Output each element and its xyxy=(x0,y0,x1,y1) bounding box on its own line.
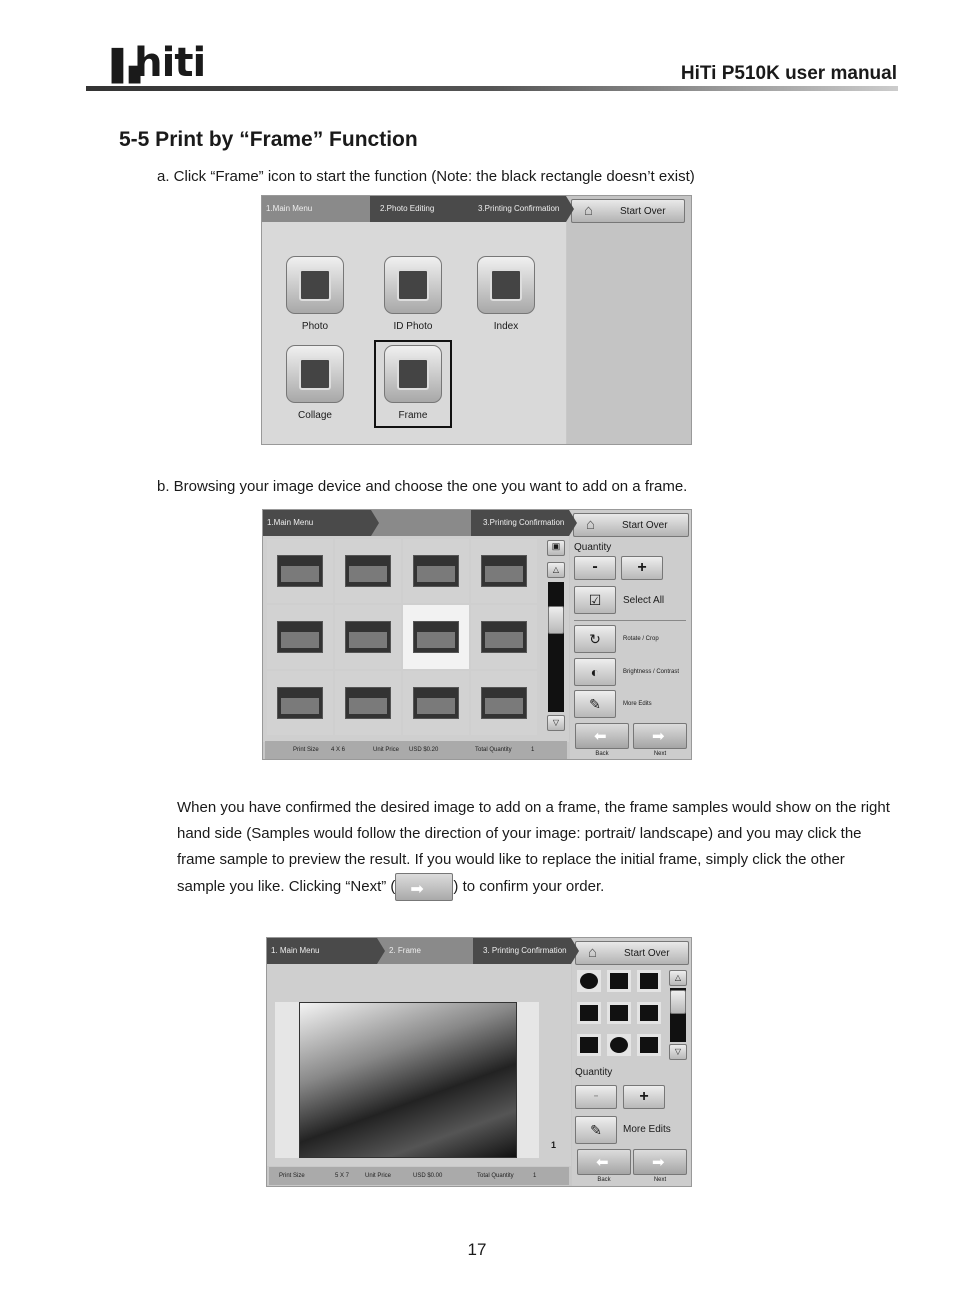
thumbnail-cell[interactable] xyxy=(471,539,537,603)
quantity-plus-button[interactable]: + xyxy=(623,1085,665,1109)
frame-label: Frame xyxy=(398,410,428,421)
crumb-photo-editing[interactable]: 2.Photo Editing xyxy=(370,196,466,222)
main-menu-screenshot xyxy=(261,195,692,445)
hiti-logo: ▐▗hiti xyxy=(100,40,206,86)
start-over-button[interactable]: ⌂ Start Over xyxy=(571,199,685,223)
manual-title: HiTi P510K user manual xyxy=(680,63,897,84)
triangle-up-icon: △ xyxy=(552,565,560,574)
crumb-main-menu[interactable]: 1. Main Menu xyxy=(267,938,377,964)
quantity-label: Quantity xyxy=(574,542,612,553)
crumb-printing-confirmation[interactable]: 3.Printing Confirmation xyxy=(471,510,569,536)
image-browser-screenshot xyxy=(262,509,692,760)
home-icon: ⌂ xyxy=(584,202,594,219)
crumb-main-menu[interactable]: 1.Main Menu xyxy=(263,510,371,536)
rotate-crop-button[interactable] xyxy=(574,625,616,653)
section-title: 5-5 Print by “Frame” Function xyxy=(119,128,418,151)
total-quantity-label: Total Quantity xyxy=(475,747,512,753)
frame-sample[interactable] xyxy=(637,1002,661,1024)
photo-label: Photo xyxy=(301,321,329,332)
thumbnail-image xyxy=(413,555,459,587)
total-quantity-value: 1 xyxy=(531,747,535,753)
edit-icon: ✎ xyxy=(589,696,601,712)
more-edits-label: More Edits xyxy=(623,1124,671,1135)
scroll-up-button[interactable] xyxy=(669,970,687,986)
thumbnail-cell[interactable] xyxy=(267,605,333,669)
print-size-value: 4 X 6 xyxy=(331,747,346,753)
page-number: 17 xyxy=(467,1240,487,1259)
thumbnail-image xyxy=(413,621,459,653)
thumbnail-cell[interactable] xyxy=(267,539,333,603)
triangle-up-icon: △ xyxy=(674,973,682,982)
rotate-icon: ↻ xyxy=(589,631,601,647)
start-over-button[interactable]: ⌂ Start Over xyxy=(573,513,689,537)
preview-photo[interactable] xyxy=(299,1002,517,1158)
triangle-down-icon: ▽ xyxy=(552,718,560,727)
scrollbar-thumb[interactable] xyxy=(548,606,564,634)
arrow-right-icon: ➡ xyxy=(410,881,424,898)
more-edits-button[interactable] xyxy=(574,690,616,718)
frame-sample[interactable] xyxy=(607,970,631,992)
frame-instructions-paragraph xyxy=(177,795,897,901)
id-photo-label: ID Photo xyxy=(393,321,433,332)
frame-sample[interactable] xyxy=(577,970,601,992)
crumb-printing-confirmation[interactable]: 3.Printing Confirmation xyxy=(466,196,566,222)
back-button[interactable] xyxy=(575,723,629,749)
status-footer xyxy=(269,1167,569,1185)
thumbnail-cell[interactable] xyxy=(471,605,537,669)
panel-divider xyxy=(574,620,686,621)
thumbnail-image xyxy=(345,687,391,719)
thumbnail-image xyxy=(413,687,459,719)
thumbnail-cell[interactable] xyxy=(267,671,333,735)
thumbnail-cell[interactable] xyxy=(335,605,401,669)
unit-price-value: USD $0.00 xyxy=(413,1173,443,1179)
thumbnail-cell[interactable] xyxy=(335,671,401,735)
thumbnail-image xyxy=(481,555,527,587)
edit-icon: ✎ xyxy=(590,1122,602,1138)
scroll-down-button[interactable] xyxy=(547,715,565,731)
print-size-value: 5 X 7 xyxy=(335,1173,350,1179)
step-b-text: b. Browsing your image device and choose the one you want to add on a frame. xyxy=(157,478,688,495)
frame-sample[interactable] xyxy=(637,970,661,992)
view-toggle-button[interactable] xyxy=(547,540,565,556)
back-label: Back xyxy=(595,751,609,757)
header-divider xyxy=(86,86,898,91)
thumbnail-image xyxy=(345,621,391,653)
total-quantity-label: Total Quantity xyxy=(477,1173,514,1179)
thumbnail-cell-selected[interactable] xyxy=(403,605,469,669)
thumbnail-image xyxy=(481,621,527,653)
thumbnail-image xyxy=(277,621,323,653)
next-label: Next xyxy=(653,1177,667,1183)
quantity-label: Quantity xyxy=(575,1067,613,1078)
frame-sample[interactable] xyxy=(607,1034,631,1056)
arrow-left-icon: ⬅ xyxy=(596,1154,609,1171)
brightness-contrast-button[interactable] xyxy=(574,658,616,686)
arrow-right-icon: ➡ xyxy=(652,1154,665,1171)
crumb-printing-confirmation[interactable]: 3. Printing Confirmation xyxy=(473,938,571,964)
collage-button[interactable] xyxy=(286,345,344,403)
more-edits-button[interactable] xyxy=(575,1116,617,1144)
print-size-label: Print Size xyxy=(293,747,319,753)
photo-button[interactable] xyxy=(286,256,344,314)
frame-icon xyxy=(397,358,429,390)
breadcrumb xyxy=(267,938,571,964)
thumbnail-cell[interactable] xyxy=(403,539,469,603)
crumb-frame[interactable]: 2. Frame xyxy=(377,938,473,964)
unit-price-label: Unit Price xyxy=(365,1173,392,1179)
back-button[interactable] xyxy=(577,1149,631,1175)
next-button[interactable] xyxy=(633,723,687,749)
collage-label: Collage xyxy=(298,410,332,421)
frame-button[interactable] xyxy=(384,345,442,403)
thumbnail-image xyxy=(277,555,323,587)
thumbnail-image xyxy=(481,687,527,719)
scroll-up-button[interactable] xyxy=(547,562,565,578)
id-photo-button[interactable] xyxy=(384,256,442,314)
home-icon: ⌂ xyxy=(588,944,598,961)
brightness-contrast-label: Brightness / Contrast xyxy=(623,669,680,675)
unit-price-label: Unit Price xyxy=(373,747,400,753)
breadcrumb xyxy=(262,196,566,222)
start-over-button[interactable]: ⌂ Start Over xyxy=(575,941,689,965)
breadcrumb xyxy=(263,510,569,536)
rotate-crop-label: Rotate / Crop xyxy=(623,636,659,642)
paragraph-text-end: ) to confirm your order. xyxy=(453,877,605,895)
scrollbar-track[interactable] xyxy=(548,582,564,712)
frame-preview-screenshot xyxy=(266,937,692,1187)
index-icon xyxy=(490,269,522,301)
index-label: Index xyxy=(493,321,519,332)
total-quantity-value: 1 xyxy=(533,1173,537,1179)
arrow-left-icon: ⬅ xyxy=(594,728,607,745)
id-photo-icon xyxy=(397,269,429,301)
print-size-label: Print Size xyxy=(279,1173,305,1179)
index-button[interactable] xyxy=(477,256,535,314)
frame-sample[interactable] xyxy=(577,1002,601,1024)
frame-sample[interactable] xyxy=(607,1002,631,1024)
next-button-inline xyxy=(395,873,453,901)
next-label: Next xyxy=(653,751,667,757)
quantity-minus-button[interactable]: - xyxy=(574,556,616,580)
home-icon: ⌂ xyxy=(586,516,596,533)
frame-sample[interactable] xyxy=(637,1034,661,1056)
status-footer xyxy=(265,741,567,759)
crumb-main-menu[interactable]: 1.Main Menu xyxy=(262,196,370,222)
thumbnail-image xyxy=(277,687,323,719)
scrollbar-thumb[interactable] xyxy=(670,990,686,1014)
crumb-step-2[interactable] xyxy=(371,510,471,536)
thumbnail-image xyxy=(345,555,391,587)
unit-price-value: USD $0.20 xyxy=(409,747,439,753)
quantity-minus-button[interactable]: - xyxy=(575,1085,617,1109)
scroll-down-button[interactable] xyxy=(669,1044,687,1060)
quantity-plus-button[interactable]: + xyxy=(621,556,663,580)
select-all-label: Select All xyxy=(623,595,665,606)
thumbnail-cell[interactable] xyxy=(403,671,469,735)
next-button[interactable] xyxy=(633,1149,687,1175)
thumbnail-cell[interactable] xyxy=(471,671,537,735)
copies-count: 1 xyxy=(551,1140,557,1150)
view-toggle-icon: ▣ xyxy=(551,541,561,551)
step-a-text: a. Click “Frame” icon to start the function (Note: the black rectangle doesn’t exist) xyxy=(157,168,695,185)
select-all-button[interactable] xyxy=(574,586,616,614)
checkbox-icon: ☑ xyxy=(588,592,602,608)
frame-sample[interactable] xyxy=(577,1034,601,1056)
paragraph-text: When you have confirmed the desired image to add on a frame, the frame samples would show on the right hand side (Samples would follow the direction of your image: portrait/ landscape) and you may click the frame sample to preview the result. If you would like to replace the initial frame, simply click the other sample you like. Clicking “Next” ( xyxy=(177,799,890,895)
brightness-icon: ◐ xyxy=(590,664,600,680)
photo-icon xyxy=(299,269,331,301)
thumbnail-cell[interactable] xyxy=(335,539,401,603)
more-edits-label: More Edits xyxy=(623,701,652,707)
triangle-down-icon: ▽ xyxy=(674,1047,682,1056)
arrow-right-icon: ➡ xyxy=(652,728,665,745)
collage-icon xyxy=(299,358,331,390)
back-label: Back xyxy=(597,1177,611,1183)
